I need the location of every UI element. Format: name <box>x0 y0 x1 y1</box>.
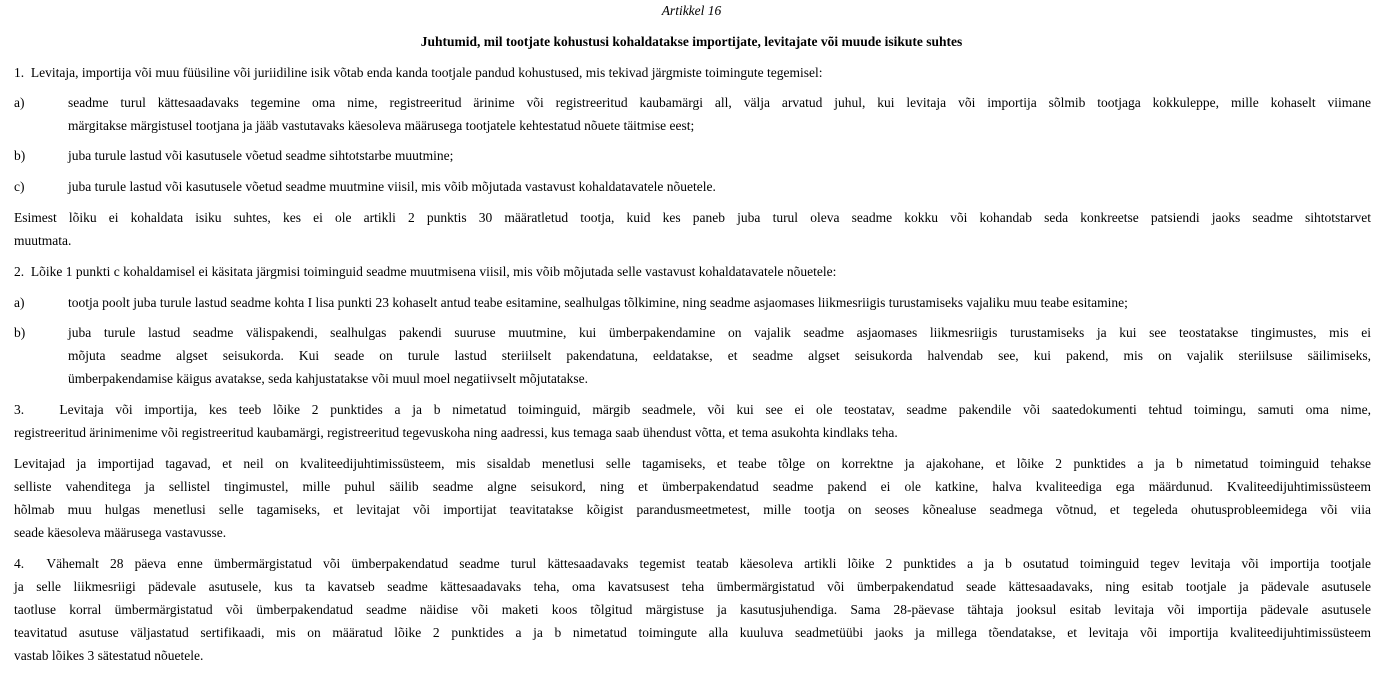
paragraph-4-line-2: ja selle liikmesriigi pädevale asutusele, kus ta kavatseb seadme kättesaadavaks teha, oma kavatsusest teha ümbermärgistatud või ümberpakendatud seade kättesaadavaks, ning esitab tootjale ja pädevale asutusele <box>14 579 1371 594</box>
paragraph-1-intro: 1. Levitaja, importija või muu füüsiline või juriidiline isik võtab enda kanda tootjale pandud kohustused, mis tekivad järgmiste toimingute tegemisel: <box>14 65 823 80</box>
article-heading: Artikkel 16 <box>661 3 722 18</box>
list-item-2b-line-2: mõjuta seadme algset seisukorda. Kui seade on turule lastud steriilselt pakendatuna, eeldatakse, et seadme algset seisukorda halvendab see, kui pakend, mis on vajalik steriilsuse säilimiseks, <box>68 348 1371 363</box>
list-item-2a: tootja poolt juba turule lastud seadme kohta I lisa punkti 23 kohaselt antud teabe esitamine, sealhulgas tõlkimine, ning seadme asjaomases liikmesriigis turustamiseks vajaliku muu teabe esitamine; <box>68 295 1128 310</box>
paragraph-3-note-line-2: selliste vahenditega ja sellistel tingimustel, mille puhul säilib seadme algne seisukord, ning et ümberpakendatud seadme pakend ei ole katkine, halva kvaliteediga ega määrdunud. Kvaliteedijuhtimissüsteem <box>14 479 1371 494</box>
list-item-2b-line-1: juba turule lastud seadme välispakendi, sealhulgas pakendi suuruse muutmine, kui ümberpakendamine on vajalik seadme asjaomases liikmesriigis turustamiseks ja kui see teostatakse tingimustes, mis ei <box>68 325 1371 340</box>
paragraph-4-line-1: 4. Vähemalt 28 päeva enne ümbermärgistatud või ümberpakendatud seadme turul kättesaadavaks tegemist teatab käesoleva artikli lõike 2 punktides a ja b osutatud toiminguid tegev levitaja või importija tootjale <box>14 556 1371 571</box>
paragraph-3-line-1: 3. Levitaja või importija, kes teeb lõike 2 punktides a ja b nimetatud toiminguid, märgib seadmele, või kui see ei ole teostatav, seadme pakendile või saatedokumenti tehtud toimingu, samuti oma nime, <box>14 402 1371 417</box>
paragraph-1-note-line-2: muutmata. <box>14 233 72 248</box>
paragraph-3-note-line-3: hõlmab muu hulgas menetlusi selle tagamiseks, et levitajat või importijat teavitatakse kõigist parandusmeetmetest, mille tootja on seoses kõnealuse seadmega võtnud, et tegeleda ohutusprobleemidega või viia <box>14 502 1371 517</box>
list-label-2b: b) <box>14 325 26 340</box>
paragraph-4-line-4: teavitatud asutuse väljastatud sertifikaadi, mis on määratud lõike 2 punktides a ja b nimetatud toimingute alla kuuluva seadmetüübi jaoks ja millega tõendatakse, et levitaja või importija kvaliteedijuhtimissüsteem <box>14 625 1371 640</box>
paragraph-2-intro: 2. Lõike 1 punkti c kohaldamisel ei käsitata järgmisi toiminguid seadme muutmisena viisil, mis võib mõjutada selle vastavust kohaldatavatele nõuetele: <box>14 264 837 279</box>
article-title: Juhtumid, mil tootjate kohustusi kohaldatakse importijate, levitajate või muude isikute suhtes <box>420 34 963 49</box>
list-item-1a-line-1: seadme turul kättesaadavaks tegemine oma nime, registreeritud ärinime või registreeritud kaubamärgi all, välja arvatud juhul, kui levitaja või importija sõlmib tootjaga kokkuleppe, mille kohaselt viimane <box>68 95 1371 110</box>
list-item-1a-line-2: märgitakse märgistusel tootjana ja jääb vastutavaks käesoleva määrusega tootjatele kehtestatud nõuete täitmise eest; <box>68 118 695 133</box>
list-item-1c: juba turule lastud või kasutusele võetud seadme muutmine viisil, mis võib mõjutada vastavust kohaldatavatele nõuetele. <box>68 179 716 194</box>
paragraph-3-note-line-1: Levitajad ja importijad tagavad, et neil on kvaliteedijuhtimissüsteem, mis sisaldab menetlusi selle tagamiseks, et teabe tõlge on korrektne ja ajakohane, et lõike 2 punktides a ja b nimetatud toiminguid tehakse <box>14 456 1371 471</box>
paragraph-4-line-3: taotluse korral ümbermärgistatud või ümberpakendatud seadme näidise või maketi koos tõlgitud märgistuse ja kasutusjuhendiga. Sama 28-päevase tähtaja jooksul esitab levitaja või importija pädevale asutusele <box>14 602 1371 617</box>
list-label-1c: c) <box>14 179 25 194</box>
paragraph-1-note-line-1: Esimest lõiku ei kohaldata isiku suhtes, kes ei ole artikli 2 punktis 30 määratletud tootja, kuid kes paneb juba turul oleva seadme kokku või kohandab seda konkreetse patsiendi jaoks seadme sihtotstarvet <box>14 210 1371 225</box>
list-label-1b: b) <box>14 148 26 163</box>
list-item-1b: juba turule lastud või kasutusele võetud seadme sihtotstarbe muutmine; <box>68 148 454 163</box>
paragraph-4-line-5: vastab lõikes 3 sätestatud nõuetele. <box>14 648 204 663</box>
list-item-2b-line-3: ümberpakendamise käigus avatakse, seda kahjustatakse või muul moel negatiivselt mõjutatakse. <box>68 371 588 386</box>
list-label-2a: a) <box>14 295 25 310</box>
paragraph-3-line-2: registreeritud ärinimenime või registreeritud kaubamärgi, registreeritud tegevuskoha ning aadressi, kus temaga saab ühendust võtta, et tema asukohta kindlaks teha. <box>14 425 898 440</box>
list-label-1a: a) <box>14 95 25 110</box>
paragraph-3-note-line-4: seade käesoleva määrusega vastavusse. <box>14 525 227 540</box>
